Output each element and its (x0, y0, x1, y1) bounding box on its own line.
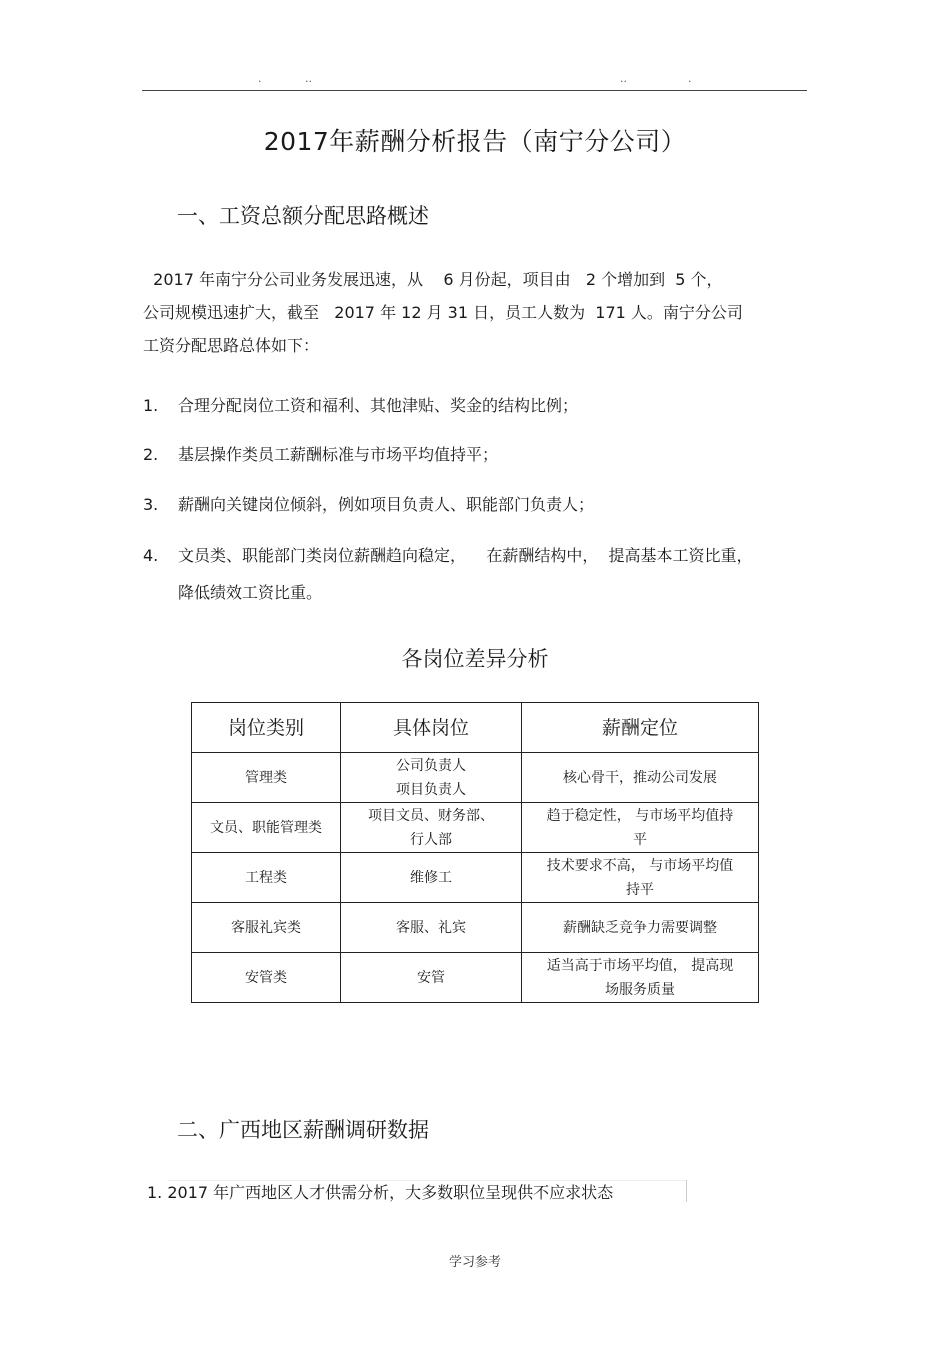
cell-line: 平 (633, 831, 647, 848)
positions-cell (341, 753, 522, 803)
list-item-number: 3. (143, 495, 159, 514)
paragraph-line: 公司规模迅速扩大，截至 2017 年 12 月 31 日，员工人数为 171 人。南宁分公司 (143, 303, 743, 322)
text-box-border (686, 1180, 687, 1202)
category-cell: 工程类 (192, 853, 341, 903)
cell-line: 行人部 (410, 831, 452, 848)
list-item-text: 降低绩效工资比重。 (178, 583, 323, 602)
cell-line: 项目负责人 (396, 781, 466, 798)
cell-line: 趋于稳定性， 与市场平均值持 (546, 807, 734, 824)
cell-line: 客服、礼宾 (396, 919, 466, 936)
list-item-number: 2. (143, 445, 159, 464)
list-item-text: 薪酬向关键岗位倾斜，例如项目负责人、职能部门负责人； (178, 495, 595, 514)
list-item-number: 4. (143, 546, 159, 565)
positioning-cell (522, 803, 759, 853)
page-footer: 学习参考 (448, 1255, 501, 1270)
positioning-cell (522, 853, 759, 903)
table-row (192, 853, 759, 903)
paragraph-line: 工资分配思路总体如下： (143, 336, 320, 355)
table-row (192, 753, 759, 803)
cell-line: 安管 (417, 969, 445, 986)
paragraph-line: 2017 年南宁分公司业务发展迅速，从 6 月份起，项目由 2 个增加到 5 个， (143, 270, 723, 289)
cell-line: 适当高于市场平均值， 提高现 (546, 957, 734, 974)
table-title: 各岗位差异分析 (401, 647, 549, 671)
category-cell: 安管类 (192, 953, 341, 1003)
column-header: 岗位类别 (192, 703, 341, 753)
list-item-text: 文员类、职能部门类岗位薪酬趋向稳定， 在薪酬结构中， 提高基本工资比重， (178, 546, 753, 565)
section1-heading: 一、工资总额分配思路概述 (177, 204, 429, 228)
table-row (192, 903, 759, 953)
section2-heading: 二、广西地区薪酬调研数据 (177, 1118, 429, 1142)
positions-cell (341, 853, 522, 903)
category-cell: 管理类 (192, 753, 341, 803)
list-item-text: 基层操作类员工薪酬标准与市场平均值持平； (178, 445, 499, 464)
cell-line: 项目文员、财务部、 (368, 807, 494, 824)
list-item-text: 合理分配岗位工资和福利、其他津贴、奖金的结构比例； (178, 396, 579, 415)
table-header-row (192, 703, 759, 753)
list-item-number: 1. (143, 396, 159, 415)
cell-line: 技术要求不高， 与市场平均值 (546, 857, 734, 874)
document-title: 2017年薪酬分析报告（南宁分公司） (263, 127, 687, 156)
header-dot: . (688, 72, 692, 85)
column-header: 具体岗位 (341, 703, 522, 753)
section2-item: 1. 2017 年广西地区人才供需分析，大多数职位呈现供不应求状态 (147, 1183, 614, 1202)
header-dot: .. (305, 72, 312, 85)
category-cell: 客服礼宾类 (192, 903, 341, 953)
header-dot: . (258, 72, 262, 85)
positioning-cell (522, 903, 759, 953)
position-analysis-table (191, 702, 759, 1003)
positioning-cell (522, 953, 759, 1003)
table-row (192, 953, 759, 1003)
positions-cell (341, 953, 522, 1003)
cell-line: 持平 (626, 881, 654, 898)
positions-cell (341, 803, 522, 853)
cell-line: 核心骨干，推动公司发展 (563, 769, 717, 786)
cell-line: 公司负责人 (396, 757, 466, 774)
category-cell: 文员、职能管理类 (192, 803, 341, 853)
section1-paragraph (143, 263, 803, 362)
column-header: 薪酬定位 (522, 703, 759, 753)
positions-cell (341, 903, 522, 953)
cell-line: 场服务质量 (605, 981, 675, 998)
header-dot: .. (620, 72, 627, 85)
cell-line: 维修工 (410, 869, 452, 886)
table-row (192, 803, 759, 853)
cell-line: 薪酬缺乏竞争力需要调整 (563, 919, 717, 936)
header-rule (142, 90, 807, 91)
positioning-cell (522, 753, 759, 803)
